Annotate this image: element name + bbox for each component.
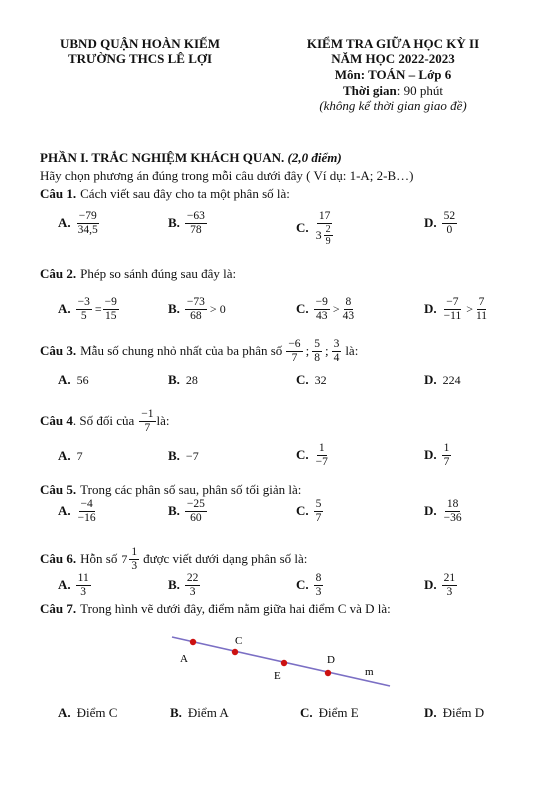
point-d	[325, 670, 331, 676]
q5-option-c[interactable]	[296, 498, 324, 524]
option-label: D.	[424, 215, 437, 231]
label-a: A	[180, 653, 188, 665]
time-note: (không kể thời gian giao đề)	[319, 98, 467, 113]
q3-option-c[interactable]	[296, 372, 327, 388]
time-value: : 90 phút	[396, 83, 444, 98]
question-label: Câu 2.	[40, 266, 77, 281]
option-label: B.	[168, 577, 180, 593]
option-label: B.	[168, 503, 180, 519]
q2-option-a[interactable]	[58, 296, 120, 322]
fraction: $\frac{11}{3}$	[77, 572, 89, 598]
fraction: $\frac{-25}{60}$	[186, 498, 205, 524]
exam-title: KIỂM TRA GIỮA HỌC KỲ II	[306, 36, 480, 51]
separator: ;	[305, 343, 310, 359]
option-label: A.	[58, 372, 71, 387]
q4-option-d[interactable]	[424, 442, 452, 468]
fraction: $\frac{7}{11}$	[475, 296, 488, 322]
option-value: 224	[442, 372, 461, 387]
option-label: A.	[58, 215, 71, 231]
option-value: Điểm D	[442, 705, 485, 720]
option-label: B.	[168, 215, 180, 231]
label-e: E	[274, 670, 281, 682]
option-label: C.	[296, 577, 309, 593]
option-label: C.	[296, 503, 309, 519]
option-value: Điểm C	[76, 705, 118, 720]
question-label: Câu 1.	[40, 186, 77, 201]
option-label: B.	[168, 372, 180, 387]
fraction: $\frac{5}{7}$	[315, 498, 322, 524]
question-label: Câu 3.	[40, 343, 77, 359]
fraction: $\frac{1}{-7}$	[315, 442, 328, 468]
section-title-text: PHẦN I. TRẮC NGHIỆM KHÁCH QUAN.	[40, 150, 285, 165]
option-label: C.	[296, 447, 309, 463]
q6-option-d[interactable]	[424, 572, 458, 598]
point-a	[190, 639, 196, 645]
mixed-number: 7 $\frac{1}{3}$	[121, 546, 138, 572]
question-3	[40, 338, 358, 364]
q2-option-c[interactable]	[296, 296, 357, 322]
q3-option-d[interactable]	[424, 372, 461, 388]
q3-option-b[interactable]	[168, 372, 198, 388]
q7-option-c[interactable]	[300, 705, 359, 721]
q5-option-b[interactable]	[168, 498, 208, 524]
school-year: NĂM HỌC 2022-2023	[331, 51, 455, 66]
option-value: 7	[76, 448, 83, 463]
question-label: Câu 6.	[40, 551, 77, 567]
option-label: A.	[58, 301, 71, 317]
question-4	[40, 408, 170, 434]
option-label: A.	[58, 577, 71, 593]
q1-option-a[interactable]	[58, 210, 101, 236]
fraction: $\frac{8}{43}$	[342, 296, 355, 322]
question-5	[40, 482, 301, 498]
question-tail: được viết dưới dạng phân số là:	[143, 551, 308, 567]
fraction: $\frac{5}{8}$	[314, 338, 320, 364]
option-label: C.	[296, 301, 309, 317]
point-e	[281, 660, 287, 666]
operator: >	[332, 301, 340, 316]
question-text: Trong các phân số sau, phân số tối giản là:	[80, 482, 302, 497]
question-text: Phép so sánh đúng sau đây là:	[80, 266, 237, 281]
section-title	[40, 150, 342, 166]
question-label: Câu 7.	[40, 601, 77, 616]
question-text: Trong hình vẽ dưới đây, điểm nằm giữa hai điểm C và D là:	[80, 601, 391, 616]
option-label: D.	[424, 301, 437, 317]
subject: Môn: TOÁN – Lớp 6	[334, 67, 452, 82]
fraction: $\frac{-79}{34,5}$	[77, 210, 98, 236]
option-label: D.	[424, 447, 437, 463]
line-m	[172, 637, 390, 686]
q4-option-b[interactable]	[168, 448, 199, 464]
q6-option-a[interactable]	[58, 572, 92, 598]
q2-option-d[interactable]	[424, 296, 490, 322]
time-line	[268, 83, 518, 99]
option-value: 56	[76, 372, 89, 387]
question-7	[40, 601, 391, 617]
operator: =	[94, 301, 102, 316]
fraction: $\frac{8}{3}$	[315, 572, 322, 598]
fraction: $\frac{-9}{15}$	[104, 296, 117, 322]
option-label: B.	[168, 301, 180, 317]
fraction: $\frac{-63}{78}$	[186, 210, 205, 236]
option-label: C.	[296, 372, 309, 387]
question-6	[40, 546, 307, 572]
time-label: Thời gian	[342, 83, 397, 98]
fraction: $\frac{-4}{-16}$	[77, 498, 96, 524]
option-label: C.	[300, 705, 313, 720]
option-label: A.	[58, 448, 71, 463]
fraction: $\frac{22}{3}$	[186, 572, 199, 598]
option-label: D.	[424, 577, 437, 593]
q7-option-d[interactable]	[424, 705, 484, 721]
point-c	[232, 649, 238, 655]
label-line-m: m	[365, 666, 374, 678]
fraction: $\frac{-1}{7}$	[141, 408, 154, 434]
option-label: B.	[168, 448, 180, 463]
q7-option-a[interactable]	[58, 705, 117, 721]
option-value: Điểm E	[318, 705, 359, 720]
comparison: > 0	[209, 301, 226, 316]
option-label: D.	[424, 503, 437, 519]
question-tail: là:	[156, 413, 170, 429]
section-instruction: Hãy chọn phương án đúng trong mỗi câu dưới đây ( Ví dụ: 1-A; 2-B…)	[40, 168, 414, 183]
school-district: UBND QUẬN HOÀN KIẾM	[60, 36, 220, 51]
q1-option-b[interactable]	[168, 210, 208, 236]
q4-option-a[interactable]	[58, 448, 83, 464]
q6-option-c[interactable]	[296, 572, 324, 598]
question-text: Hỗn số	[80, 551, 118, 567]
option-value: 32	[314, 372, 327, 387]
fraction: $\frac{21}{3}$	[443, 572, 456, 598]
fraction: $\frac{-7}{-11}$	[443, 296, 462, 322]
option-label: C.	[296, 220, 309, 236]
section-points: (2,0 điểm)	[287, 150, 342, 165]
question-text: Cách viết sau đây cho ta một phân số là:	[80, 186, 290, 201]
separator: ;	[324, 343, 329, 359]
fraction: $\frac{-3}{5}$	[77, 296, 90, 322]
fraction: 17 3 $\frac{2}{9}$	[315, 210, 331, 247]
question-text: Mẫu số chung nhỏ nhất của ba phân số	[80, 343, 283, 359]
option-value: 28	[185, 372, 198, 387]
option-value: Điểm A	[187, 705, 229, 720]
fraction: $\frac{-9}{43}$	[315, 296, 328, 322]
option-label: A.	[58, 503, 71, 519]
q1-option-d[interactable]	[424, 210, 458, 236]
q3-option-a[interactable]	[58, 372, 89, 388]
q5-option-d[interactable]	[424, 498, 465, 524]
q6-option-b[interactable]	[168, 572, 201, 598]
q4-option-c[interactable]	[296, 442, 331, 468]
question-label: Câu 5.	[40, 482, 77, 497]
question-tail: là:	[345, 343, 359, 359]
fraction: $\frac{52}{0}$	[443, 210, 456, 236]
fraction: $\frac{-6}{7}$	[288, 338, 301, 364]
question-1	[40, 186, 290, 202]
q5-option-a[interactable]	[58, 498, 99, 524]
question-text: . Số đối của	[72, 413, 135, 429]
fraction: $\frac{18}{-36}$	[443, 498, 462, 524]
q2-option-b[interactable]	[168, 296, 226, 322]
option-label: B.	[170, 705, 182, 720]
option-value: −7	[185, 448, 199, 463]
option-label: A.	[58, 705, 71, 720]
fraction: $\frac{-73}{68}$	[186, 296, 205, 322]
option-label: D.	[424, 372, 437, 387]
fraction: $\frac{3}{4}$	[333, 338, 340, 364]
option-label: D.	[424, 705, 437, 720]
school-name: TRƯỜNG THCS LÊ LỢI	[67, 51, 213, 66]
operator: >	[466, 301, 473, 316]
q1-option-c[interactable]	[296, 210, 337, 247]
q7-option-b[interactable]	[170, 705, 229, 721]
label-d: D	[327, 654, 335, 666]
label-c: C	[235, 635, 243, 647]
question-2	[40, 266, 236, 282]
question-label: Câu 4	[40, 413, 73, 429]
points-on-line-figure	[0, 625, 557, 715]
fraction: $\frac{1}{7}$	[443, 442, 450, 468]
